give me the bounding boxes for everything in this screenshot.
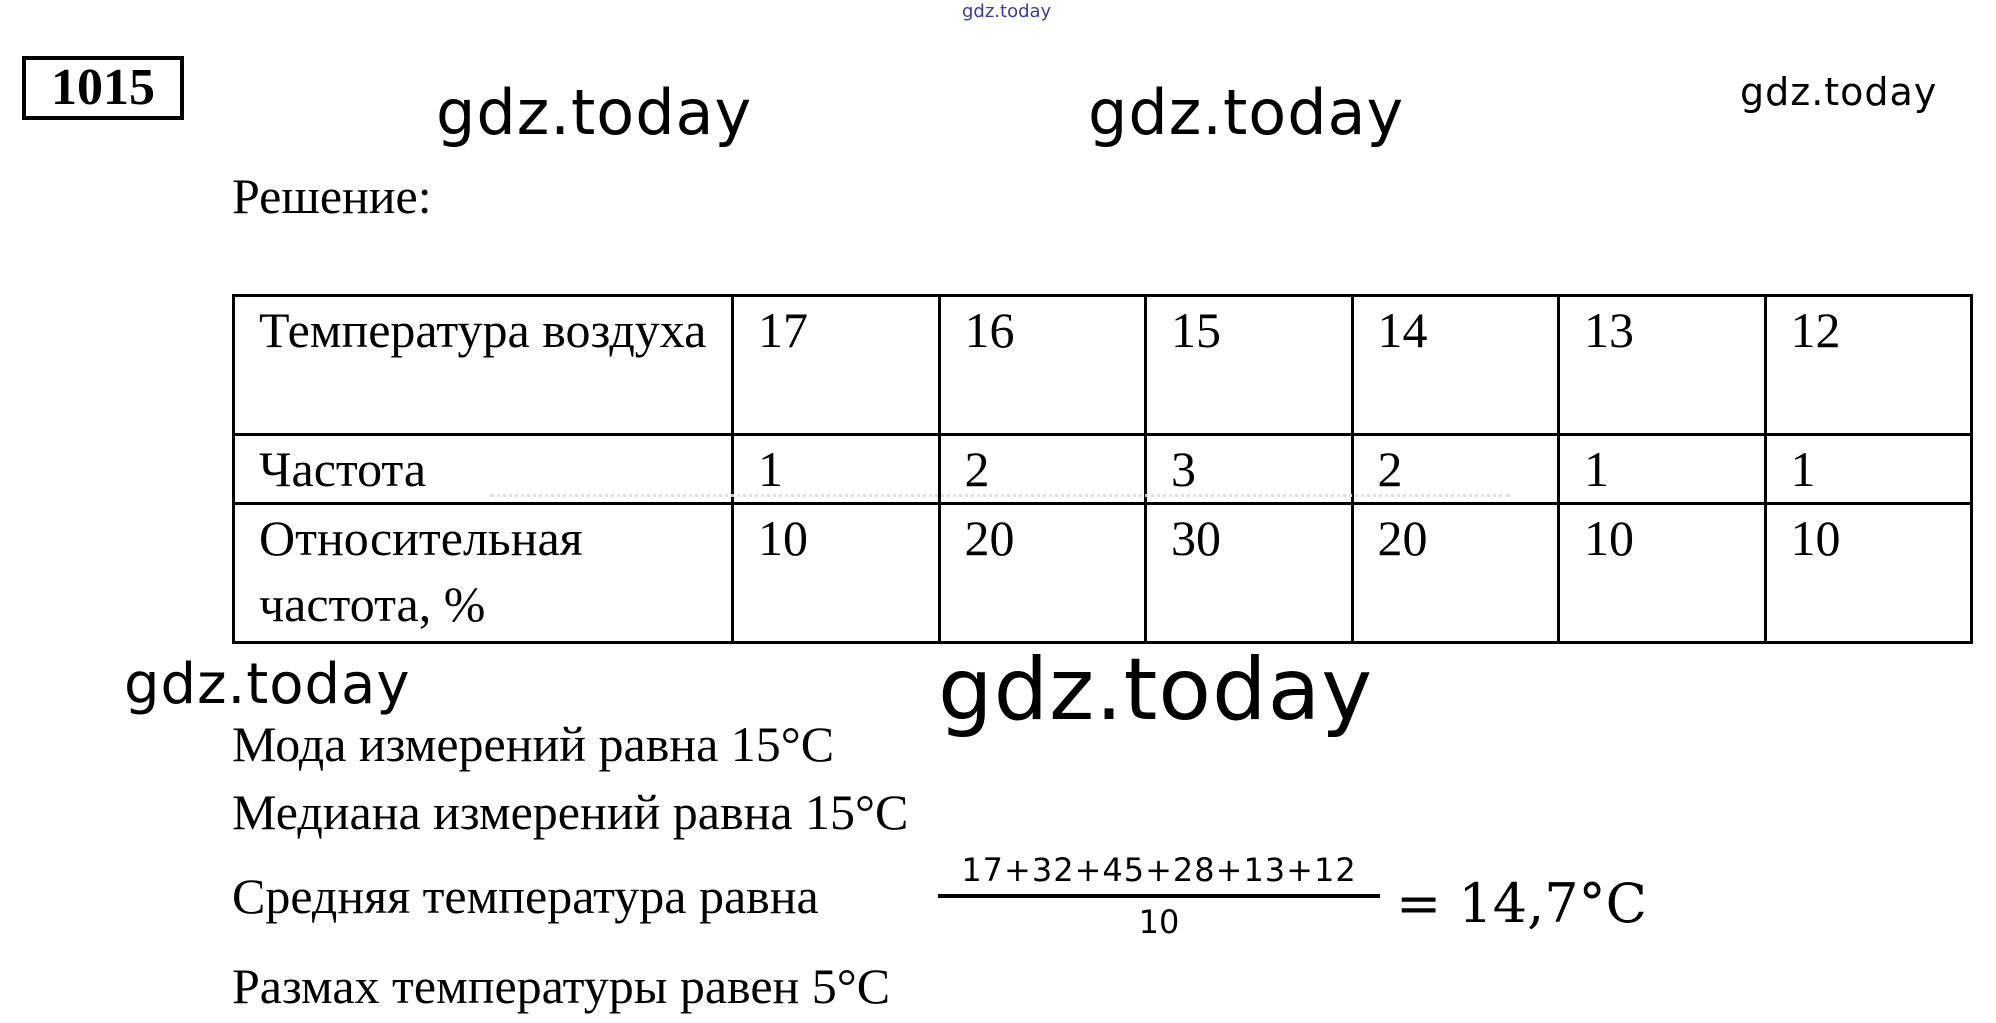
mode-statement: Мода измерений равна 15°C [232,716,835,772]
table-cell: 3 [1146,435,1353,504]
table-cell: 14 [1352,296,1559,435]
table-cell: 12 [1765,296,1972,435]
row-label-frequency: Частота [234,435,733,504]
table-cell: 17 [733,296,940,435]
table-cell: 30 [1146,504,1353,643]
table-cell: 1 [1559,435,1766,504]
range-statement: Размах температуры равен 5°C [232,958,891,1014]
table-cell: 1 [1765,435,1972,504]
table-cell: 10 [1765,504,1972,643]
table-cell: 13 [1559,296,1766,435]
mean-statement-label: Средняя температура равна [232,868,819,924]
table-cell: 20 [1352,504,1559,643]
watermark-top-tiny: gdz.today [962,1,1052,22]
watermark-mid-center: gdz.today [938,640,1374,740]
table-cell: 10 [733,504,940,643]
table-cell: 1 [733,435,940,504]
median-statement: Медиана измерений равна 15°C [232,784,909,840]
mean-result: = 14,7°C [1396,872,1647,935]
watermark-top-left: gdz.today [436,76,753,149]
table-cell: 20 [939,504,1146,643]
table-cell: 15 [1146,296,1353,435]
row-label-temperature: Температура воздуха [234,296,733,435]
table-cell: 10 [1559,504,1766,643]
table-cell: 2 [939,435,1146,504]
table-row-temperature [234,296,1972,435]
fraction-denominator: 10 [1138,903,1180,941]
row-label-relative-frequency: Относительная частота, % [234,504,733,643]
table-cell: 2 [1352,435,1559,504]
watermark-top-center: gdz.today [1088,76,1405,149]
fraction [938,850,1380,942]
table-cell: 16 [939,296,1146,435]
watermark-mid-left: gdz.today [124,652,411,717]
watermark-top-right: gdz.today [1740,70,1938,114]
problem-number-box: 1015 [22,56,184,120]
fraction-numerator: 17+32+45+28+13+12 [961,851,1357,889]
faint-watermark-overlay [490,494,1510,537]
fraction-bar [938,894,1380,898]
frequency-table [232,294,1973,644]
solution-heading: Решение: [232,168,432,224]
